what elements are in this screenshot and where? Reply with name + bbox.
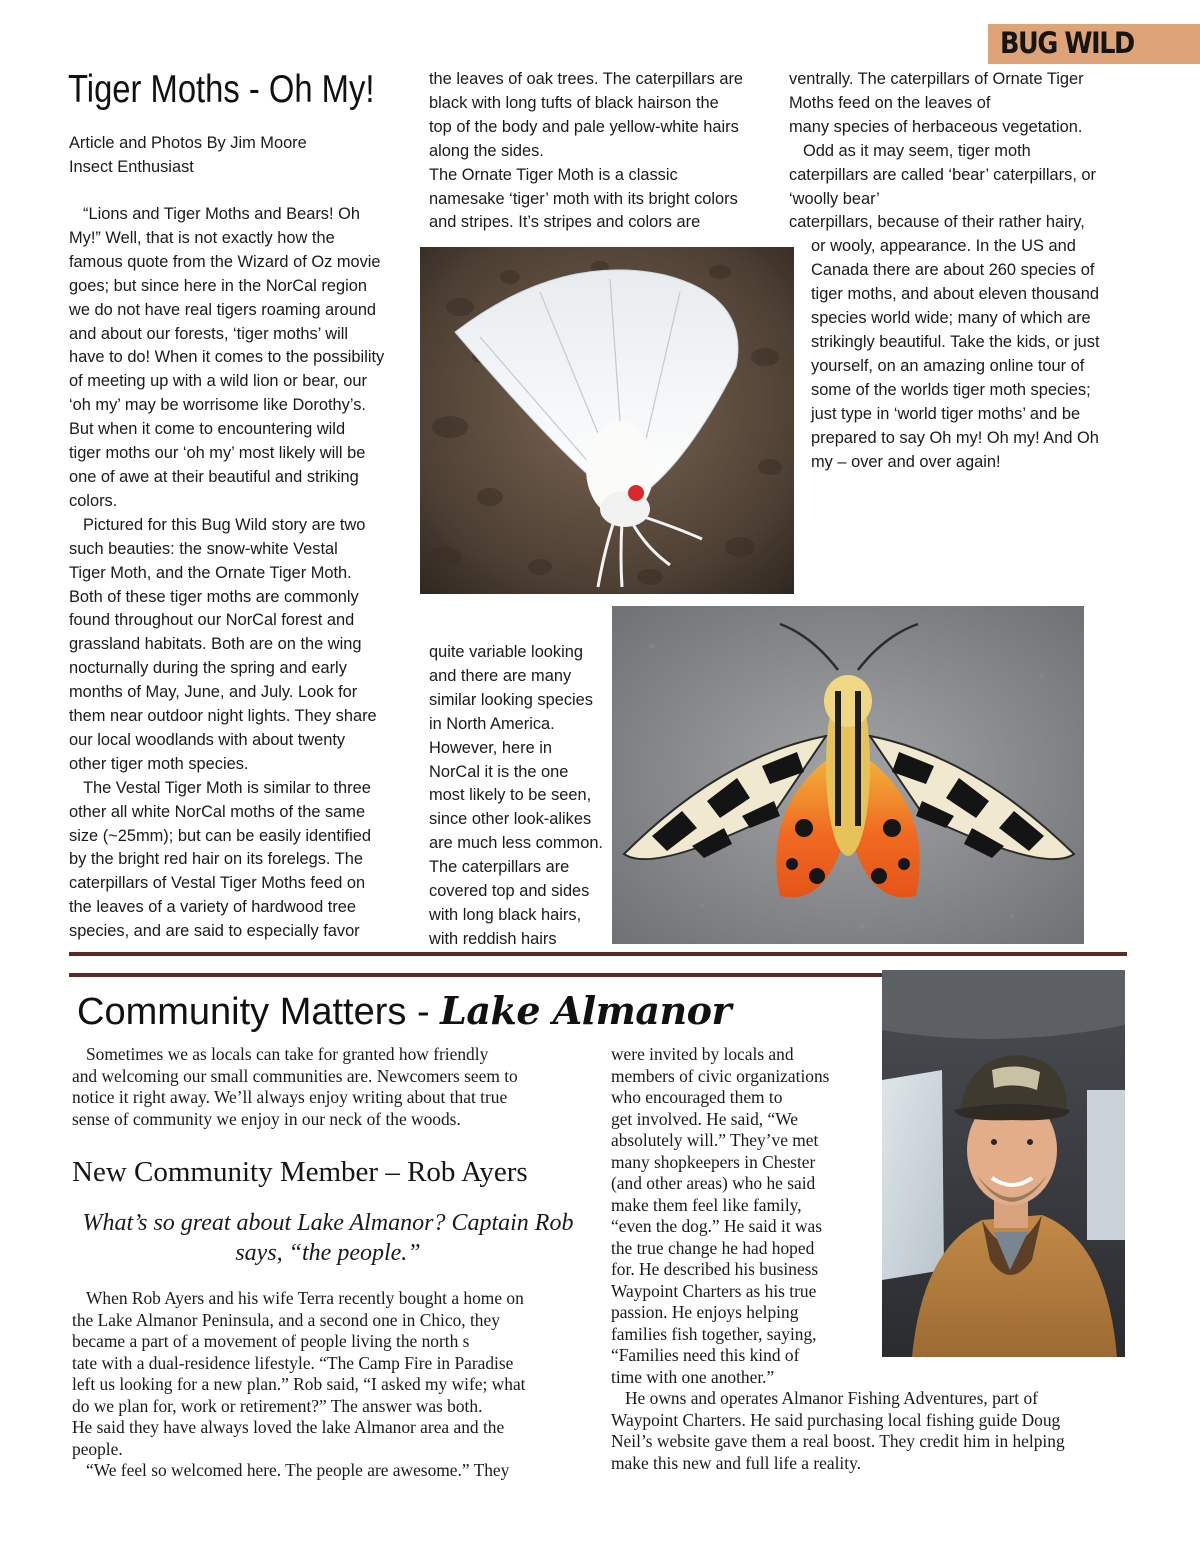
rob-ayers-photo (882, 970, 1125, 1357)
article-text-line: The Vestal Tiger Moth is similar to three (83, 778, 371, 797)
article-title: Tiger Moths - Oh My! (68, 68, 375, 111)
community-intro (72, 1044, 518, 1130)
article-text-line: tiger moths, and about eleven thousand (811, 285, 1099, 304)
article-text-line: caterpillars of Vestal Tiger Moths feed on (69, 874, 366, 893)
article-text-line: But when it come to encountering wild (69, 420, 346, 439)
community-text-line: notice it right away. We’ll always enjoy writing about that true (72, 1087, 508, 1107)
article-text-line: caterpillars, because of their rather hairy, (789, 213, 1085, 232)
article-text-line: “Lions and Tiger Moths and Bears! Oh (83, 205, 360, 223)
community-text-line: (and other areas) who he said (611, 1173, 816, 1193)
article-text-line: other all white NorCal moths of the same (69, 802, 366, 821)
community-section-title (77, 986, 731, 1037)
article-text-line: covered top and sides (429, 882, 590, 901)
article-text-line: in North America. (429, 714, 555, 733)
article-text-line: My!” Well, that is not exactly how the (69, 228, 335, 247)
community-text-line: “even the dog.” He said it was (611, 1216, 823, 1236)
article-text-line: one of awe at their beautiful and striking (69, 467, 359, 486)
article-text-line: since other look-alikes (429, 810, 592, 829)
article-text-line: quite variable looking (429, 643, 583, 661)
article-text-line: ventrally. The caterpillars of Ornate Tiger (789, 70, 1084, 88)
article-text-line: just type in ‘world tiger moths’ and be (811, 404, 1081, 423)
article-text-line: black with long tufts of black hairson the (429, 93, 719, 112)
article-text-line: Canada there are about 260 species of (811, 261, 1095, 280)
article-text-line: species, and are said to especially favor (69, 922, 360, 941)
article-text-line: some of the worlds tiger moth species; (811, 380, 1091, 399)
article-text-line: and there are many (429, 666, 572, 685)
byline-line: Insect Enthusiast (69, 157, 194, 176)
community-text-line: Waypoint Charters. He said purchasing local fishing guide Doug (611, 1409, 1061, 1430)
article-text-line: similar looking species (429, 690, 593, 709)
community-text-line: time with one another.” (611, 1366, 775, 1387)
community-text-line: many shopkeepers in Chester (611, 1151, 816, 1172)
community-text-line: When Rob Ayers and his wife Terra recently bought a home on (86, 1288, 524, 1308)
community-text-line: for. He described his business (611, 1259, 819, 1279)
article-text-line: most likely to be seen, (429, 786, 592, 805)
community-text-line: became a part of a movement of people living the north s (72, 1331, 470, 1351)
article-text-line: with reddish hairs (429, 929, 557, 948)
article-text-line: such beauties: the snow-white Vestal (69, 539, 338, 558)
community-column-2-narrow (611, 1044, 829, 1388)
article-text-line: and stripes. It’s stripes and colors are (429, 213, 701, 232)
article-text-line: colors. (69, 491, 118, 510)
community-text-line: who encouraged them to (611, 1087, 783, 1107)
article-text-line: species world wide; many of which are (811, 309, 1091, 328)
pull-quote: What’s so great about Lake Almanor? Captain Rob says, “the people.” (82, 1210, 574, 1266)
article-text-line: Tiger Moth, and the Ornate Tiger Moth. (69, 563, 352, 582)
community-text-line: and welcoming our small communities are. Newcomers seem to (72, 1065, 518, 1086)
community-title-prefix: Community Matters - (77, 991, 441, 1033)
article-text-line: However, here in (429, 738, 552, 757)
article-text-line: found throughout our NorCal forest and (69, 611, 355, 630)
article-text-line: or wooly, appearance. In the US and (811, 237, 1076, 256)
community-text-line: people. (72, 1438, 123, 1459)
community-text-line: get involved. He said, “We (611, 1108, 798, 1129)
byline-line: Article and Photos By Jim Moore (69, 134, 307, 152)
community-text-line: passion. He enjoys helping (611, 1302, 799, 1322)
section-tag (988, 24, 1200, 64)
article-text-line: The Ornate Tiger Moth is a classic (429, 165, 678, 184)
community-text-line: do we plan for, work or retirement?” The answer was both. (72, 1395, 483, 1416)
community-text-line: the true change he had hoped (611, 1237, 815, 1258)
community-text-line: “We feel so welcomed here. The people are awesome.” They (86, 1460, 510, 1480)
article-text-line: NorCal it is the one (429, 762, 569, 781)
ornate-tiger-moth-photo (612, 606, 1084, 944)
article-text-line: caterpillars are called ‘bear’ caterpillars, or (789, 165, 1096, 184)
article-text-line: of meeting up with a wild lion or bear, our (69, 372, 367, 391)
article-text-line: top of the body and pale yellow-white hairs (429, 117, 739, 136)
article-text-line: ‘woolly bear’ (789, 189, 880, 208)
article-text-line: are much less common. (429, 834, 603, 853)
community-text-line: Sometimes we as locals can take for granted how friendly (86, 1044, 489, 1064)
article-text-line: strikingly beautiful. Take the kids, or just (811, 332, 1100, 351)
article-text-line: grassland habitats. Both are on the wing (69, 635, 362, 654)
vestal-tiger-moth-photo (420, 247, 794, 594)
community-text-line: families fish together, saying, (611, 1323, 817, 1344)
article-text-line: Both of these tiger moths are commonly (69, 587, 359, 606)
article-text-line: by the bright red hair on its forelegs. The (69, 850, 363, 869)
community-text-line: Neil’s website gave them a real boost. They credit him in helping (611, 1431, 1065, 1451)
article-text-line: size (~25mm); but can be easily identified (69, 826, 372, 845)
article-column-3 (789, 68, 1100, 474)
community-column-1 (72, 1288, 526, 1482)
article-text-line: other tiger moth species. (69, 754, 249, 773)
article-text-line: tiger moths our ‘oh my’ most likely will be (69, 444, 366, 463)
community-text-line: absolutely will.” They’ve met (611, 1130, 819, 1150)
community-title-script: Lake Almanor (440, 988, 731, 1033)
community-text-line: members of civic organizations (611, 1065, 830, 1086)
article-column-1 (69, 203, 384, 944)
article-text-line: my – over and over again! (811, 452, 1001, 471)
article-text-line: have to do! When it comes to the possibility (69, 348, 385, 367)
community-text-line: were invited by locals and (611, 1044, 794, 1064)
section-divider-top (69, 952, 1127, 956)
article-text-line: months of May, June, and July. Look for (69, 683, 358, 702)
article-text-line: and about our forests, ‘tiger moths’ will (69, 324, 349, 343)
community-text-line: He said they have always loved the lake Almanor area and the (72, 1417, 505, 1437)
community-text-line: make them feel like family, (611, 1194, 802, 1215)
article-text-line: the leaves of a variety of hardwood tree (69, 898, 357, 917)
article-text-line: our local woodlands with about twenty (69, 730, 346, 749)
community-text-line: tate with a dual-residence lifestyle. “The Camp Fire in Paradise (72, 1352, 514, 1373)
article-text-line: the leaves of oak trees. The caterpillars are (429, 70, 744, 88)
article-text-line: Pictured for this Bug Wild story are two (83, 515, 366, 534)
article-text-line: namesake ‘tiger’ moth with its bright colors (429, 189, 738, 208)
community-column-2-wide (611, 1388, 1065, 1474)
article-column-2-bottom (429, 641, 603, 952)
community-text-line: Waypoint Charters as his true (611, 1280, 817, 1301)
article-text-line: ‘oh my’ may be worrisome like Dorothy’s. (69, 396, 366, 415)
article-column-2-top (429, 68, 743, 235)
community-text-line: He owns and operates Almanor Fishing Adventures, part of (625, 1388, 1038, 1408)
community-text-line: left us looking for a new plan.” Rob said, “I asked my wife; what (72, 1374, 526, 1394)
section-tag-label: BUG WILD (1000, 26, 1134, 60)
article-text-line: famous quote from the Wizard of Oz movie (69, 252, 381, 271)
article-text-line: prepared to say Oh my! Oh my! And Oh (811, 428, 1099, 447)
article-text-line: Moths feed on the leaves of (789, 93, 991, 112)
section-divider-bottom (69, 973, 884, 977)
community-text-line: “Families need this kind of (611, 1345, 800, 1365)
article-text-line: goes; but since here in the NorCal region (69, 276, 367, 295)
article-byline (69, 132, 307, 180)
article-text-line: them near outdoor night lights. They share (69, 707, 377, 726)
article-text-line: along the sides. (429, 141, 544, 160)
article-text-line: nocturnally during the spring and early (69, 659, 347, 678)
community-text-line: the Lake Almanor Peninsula, and a second one in Chico, they (72, 1309, 500, 1330)
article-text-line: with long black hairs, (429, 905, 582, 924)
community-headline: New Community Member – Rob Ayers (72, 1156, 528, 1188)
article-text-line: many species of herbaceous vegetation. (789, 117, 1083, 136)
community-text-line: sense of community we enjoy in our neck of the woods. (72, 1108, 461, 1129)
article-text-line: we do not have real tigers roaming around (69, 300, 377, 319)
article-text-line: yourself, on an amazing online tour of (811, 356, 1085, 375)
community-text-line: make this new and full life a reality. (611, 1452, 861, 1473)
article-text-line: The caterpillars are (429, 858, 570, 877)
article-text-line: Odd as it may seem, tiger moth (803, 141, 1031, 160)
